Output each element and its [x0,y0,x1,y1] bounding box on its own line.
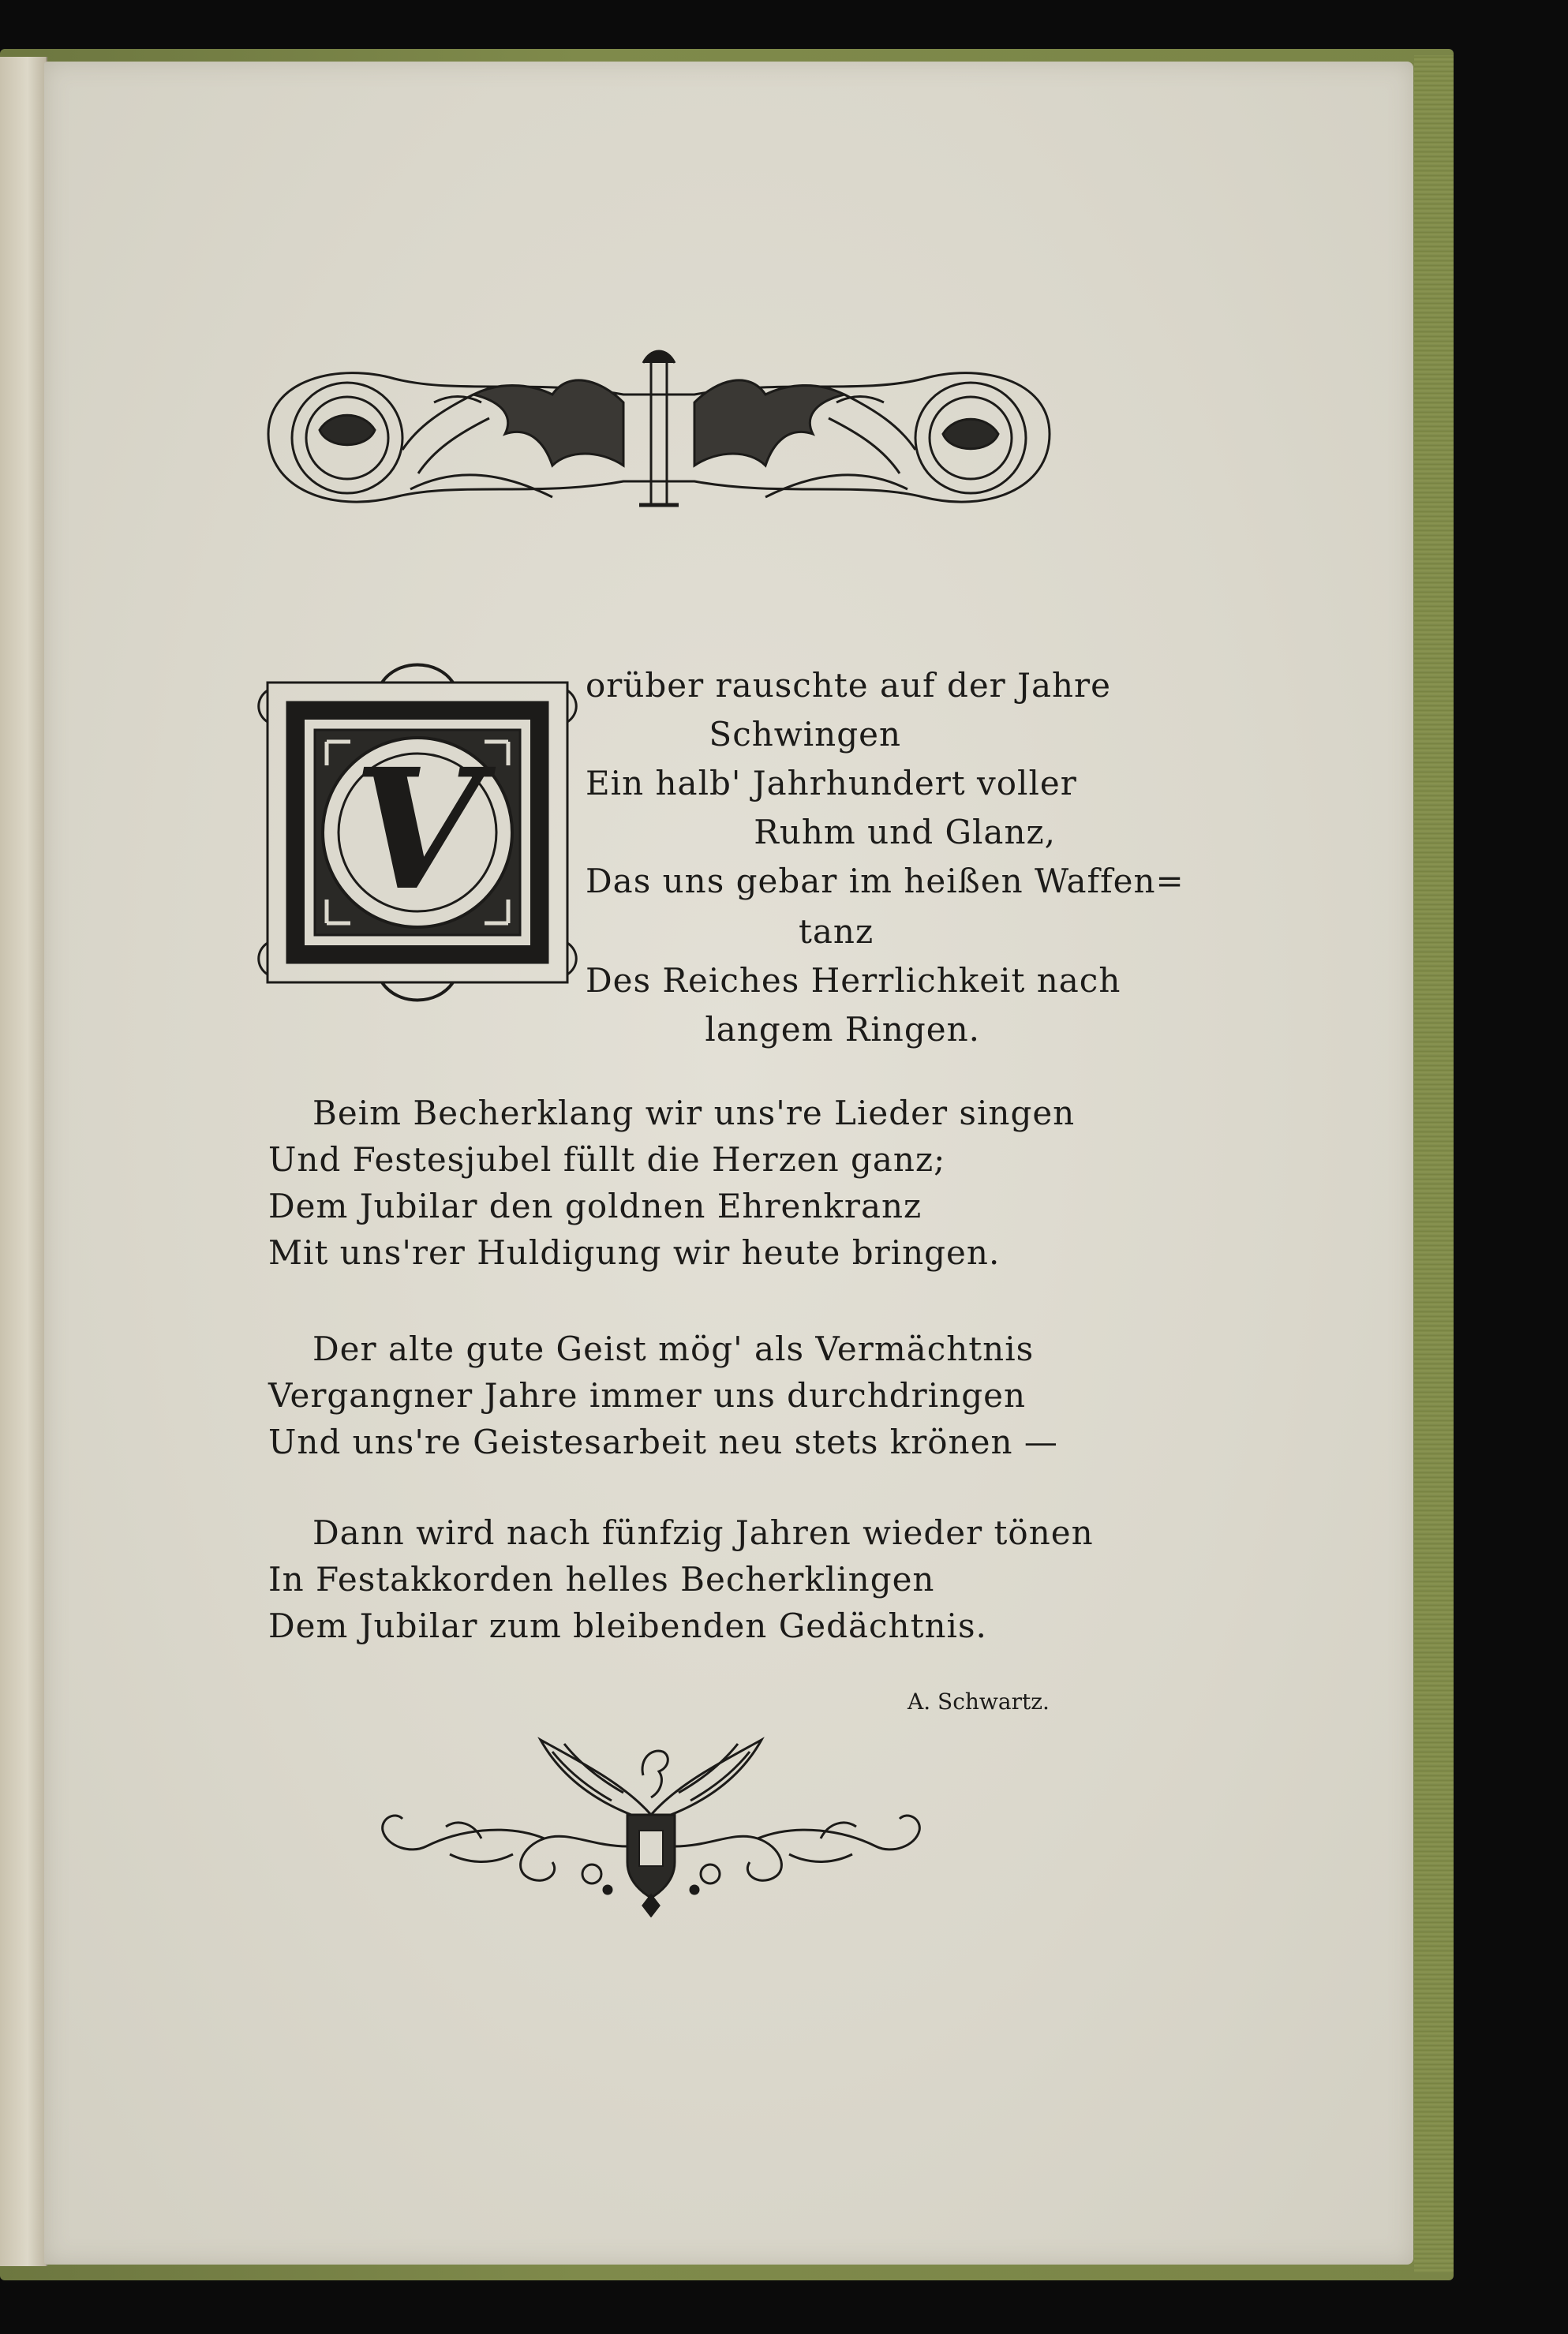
facing-page-edge [0,57,47,2266]
poem-line: Schwingen [709,715,901,754]
cover-edge [1414,55,1454,2272]
poem-line: Das uns gebar im heißen Waffen= [586,862,1184,900]
poem-line: Und Festesjubel füllt die Herzen ganz; [268,1140,946,1179]
poem-line: Dem Jubilar zum bleibenden Gedächtnis. [268,1606,987,1645]
poem-line: orüber rauschte auf der Jahre [586,666,1111,705]
poem-line: langem Ringen. [705,1010,980,1049]
poem-line: Des Reiches Herrlichkeit nach [586,961,1121,1000]
initial-letter: V [353,732,482,927]
poem-line: Dem Jubilar den goldnen Ehrenkranz [268,1187,922,1225]
poem-line: Beim Becherklang wir uns're Lieder singen [312,1094,1076,1132]
ornamental-initial-icon [256,659,579,1006]
poem-line: Vergangner Jahre immer uns durchdringen [268,1376,1027,1415]
poem-line: Mit uns'rer Huldigung wir heute bringen. [268,1233,1001,1272]
poem-line: Dann wird nach fünfzig Jahren wieder tönen [312,1513,1094,1552]
poem-line: Ruhm und Glanz, [754,813,1056,851]
poem-line: Ein halb' Jahrhundert voller [586,764,1077,802]
poem-line: tanz [799,912,874,951]
griffin-vignette-icon [253,347,1065,529]
eagle-tailpiece-icon [371,1728,931,1917]
poem-line: Der alte gute Geist mög' als Vermächtnis [312,1330,1035,1368]
poem-line: Und uns're Geistesarbeit neu stets krönen — [268,1423,1058,1461]
poem-line: In Festakkorden helles Becherklingen [268,1560,935,1599]
author-signature: A. Schwartz. [907,1689,1050,1715]
